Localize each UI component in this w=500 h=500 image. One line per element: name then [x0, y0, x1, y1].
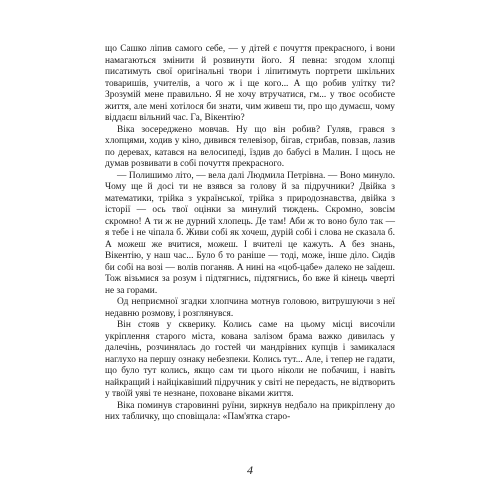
page-number: 4	[247, 463, 253, 477]
paragraph-4: Од неприємної згадки хлопчина мотнув головою, витрушуючи з неї недавню розмову, і розглянувся.	[105, 297, 395, 319]
body-text	[105, 44, 395, 424]
paragraph-6: Віка поминув старовинні руїни, зиркнув недбало на прикріплену до них табличку, що сповіщала: «Пам'ятка старо-	[105, 400, 395, 422]
paragraph-3: — Полишимо літо, — вела далі Людмила Петрівна. — Воно минуло. Чому ще й досі ти не взявся за голову й за підручники? Двійка з математики, трійка з української, трійка з природознавства, двійка з історії — ось твої оцінки за минулий тиждень. Скромно, зовсім скромно! А ти ж не дурний хлопець. Де там! Аби ж то воно було так — я тебе і не чіпала б. Живи собі як хочеш, дурій собі і слова не сказала б. А можеш же вчитися, можеш. І вчителі це кажуть. А без знань, Вікентію, у наш час... Було б то раніше — тоді, може, інше діло. Сидів би собі на возі — волів поганяв. А нині на «цоб-цабе» далеко не заїдеш. Тож візьмися за розум і підтягнись, підтягнись, бо вже й кінець чверті не за горами.	[105, 170, 395, 296]
paragraph-2: Віка зосереджено мовчав. Ну що він робив? Гуляв, грався з хлопцями, ходив у кіно, дивився телевізор, бігав, стрибав, повзав, лазив по деревах, катався на велосипеді, їздив до бабусі в Малин. І щось не думав розвивати в собі почуття прекрасного.	[105, 124, 395, 169]
paragraph-5: Він стояв у скверику. Колись саме на цьому місці височіли укріплення старого міста, кована залізом брама важко дивилась у далечінь, розчинялась до гостей чи мандрівних купців і замикалася наглухо на першу ознаку небезпеки. Колись тут... Але, і тепер не гадати, що було тут колись, якщо сам ти цього ніколи не побачиш, і навіть найкращий і найцікавіший підручник у світі не передасть, не відтворить у твоїй уяві те незнане, поховане віками життя.	[105, 320, 395, 399]
paragraph-1: що Сашко ліпив самого себе, — у дітей є почуття прекрасного, і вони намагаються змінити й розвинути його. Я певна: згодом хлопці писатимуть свої оригінальні твори і ліпитимуть портрети шкільних товаришів, учителів, а чого ж і ще кого... А що робив улітку ти? Зрозумій мене правильно. Я не хочу втручатися, гм... у твоє особисте життя, але мені хотілося би знати, чим живеш ти, про що думаєш, чому віддаєш вільний час. Га, Вікентію?	[105, 44, 395, 123]
